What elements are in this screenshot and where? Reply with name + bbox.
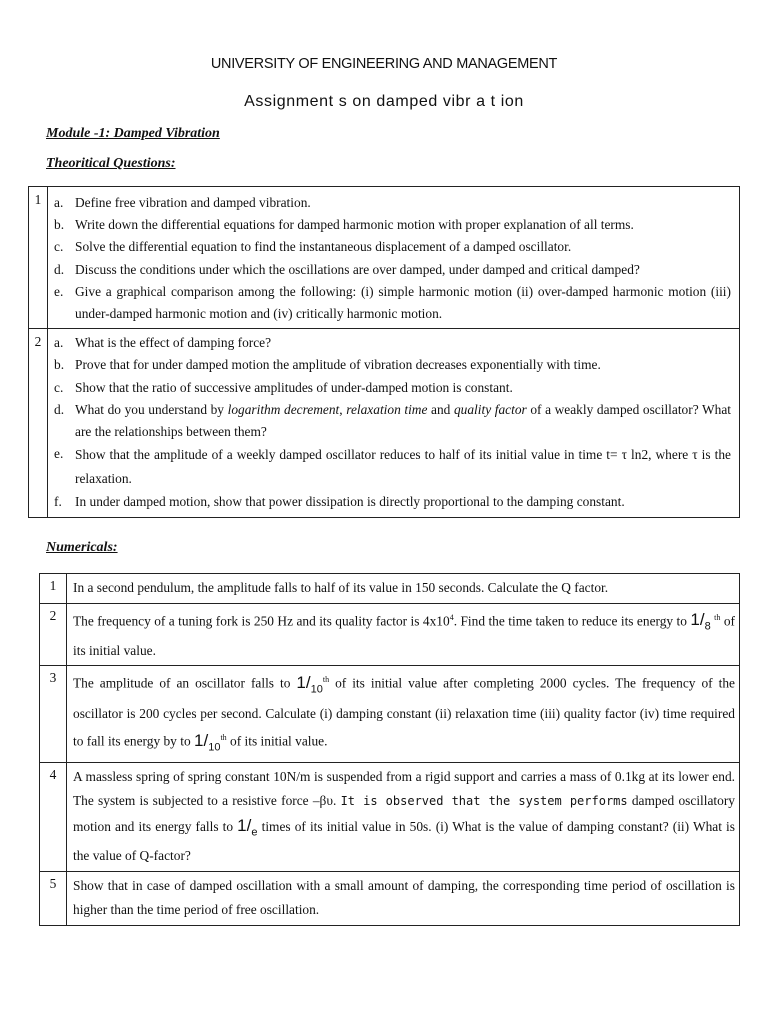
table-row <box>29 187 740 329</box>
numericals-table <box>39 573 740 926</box>
item-text <box>75 399 731 443</box>
table-row <box>40 666 740 762</box>
fraction-numerator: 1 <box>237 815 247 835</box>
assignment-title: Assignment s on damped vibr a t ion <box>244 93 524 110</box>
table-row <box>40 871 740 925</box>
fraction-denominator: 10 <box>208 741 221 754</box>
text-run: . Find the time taken to reduce its energy to <box>453 612 691 628</box>
theory-heading: Theoritical Questions: <box>46 156 176 171</box>
table-row <box>40 603 740 666</box>
problem-text <box>67 666 740 762</box>
list-item <box>52 281 731 325</box>
problem-text <box>67 603 740 666</box>
fraction-numerator: 1 <box>296 672 306 692</box>
text-run: A massless spring of spring constant 10N/m is suspended from a rigid support and carries a mass of 0.1kg at its lower end. The system is subjected to a resistive force –βυ. <box>73 768 735 809</box>
text-run: of its initial value. <box>73 612 735 658</box>
item-label: c. <box>54 239 64 255</box>
item-label: d. <box>54 401 65 417</box>
list-item <box>52 377 731 399</box>
fraction-denominator: 8 <box>704 620 711 633</box>
ordinal-suffix: th <box>714 612 721 622</box>
item-label: c. <box>54 379 64 395</box>
fraction: $1/_8$ <box>690 609 711 633</box>
item-label: b. <box>54 217 65 233</box>
list-item <box>52 491 731 513</box>
item-label: a. <box>54 195 64 210</box>
list-item <box>52 192 731 214</box>
text-run: What do you understand by <box>75 401 228 417</box>
text-run: is the relaxation. <box>75 447 731 487</box>
text-run: of a weakly damped oscillator? What are the relationships between them? <box>75 401 731 440</box>
module-heading: Module -1: Damped Vibration <box>46 126 220 141</box>
tau-symbol: τ <box>621 447 627 463</box>
fraction: $1/_{10}$ <box>296 672 323 696</box>
fraction: $1/_{10}$ <box>194 730 221 754</box>
list-item <box>52 443 731 491</box>
ordinal-suffix: th <box>220 733 227 743</box>
text-run: , <box>339 401 347 417</box>
list-item <box>52 399 731 443</box>
question-body <box>48 329 740 518</box>
tau-symbol: τ <box>692 447 698 463</box>
term-quality-factor: quality factor <box>453 401 527 417</box>
item-text: What is the effect of damping force? <box>75 335 272 351</box>
text-run: Show that the amplitude of a weekly damped oscillator reduces to half of its initial value in time t= <box>75 447 622 463</box>
list-item <box>52 236 731 258</box>
table-row <box>29 329 740 518</box>
text-run: times of its initial value in 50s. (i) What is the value of damping constant? (ii) What is the value of Q-factor? <box>73 818 735 864</box>
problem-text: Show that in case of damped oscillation with a small amount of damping, the corresponding time period of oscillation is higher than the time period of free oscillation. <box>67 871 740 925</box>
item-label: b. <box>54 357 65 373</box>
problem-number: 4 <box>40 762 67 871</box>
text-run: of its initial value. <box>226 733 328 749</box>
item-text: Define free vibration and damped vibration. <box>75 195 311 210</box>
text-run: The frequency of a tuning fork is 250 Hz and its quality factor is 4x10 <box>73 612 450 628</box>
question-number: 2 <box>29 329 48 518</box>
item-text: Discuss the conditions under which the oscillations are over damped, under damped and critical damped? <box>75 261 640 277</box>
text-run-mono: It is observed that the system performs <box>340 794 628 809</box>
text-run: of its initial value after completing 2000 cycles. The frequency of the oscillator is 200 cycles per second. Calculate (i) damping constant (ii) relaxation time (iii) quality factor (iv) time required to fall its energy by to <box>73 675 735 749</box>
table-row <box>40 574 740 604</box>
question-body <box>48 187 740 329</box>
item-text: Show that the ratio of successive amplitudes of under-damped motion is constant. <box>75 379 513 395</box>
list-item <box>52 214 731 236</box>
text-run: damped oscillatory motion and its energy falls to <box>73 793 735 834</box>
ordinal-suffix: th <box>322 675 330 685</box>
item-text: Solve the differential equation to find the instantaneous displacement of a damped oscillator. <box>75 239 572 255</box>
item-label: d. <box>54 261 65 277</box>
numericals-heading: Numericals: <box>46 540 118 555</box>
item-label: a. <box>54 335 64 351</box>
list-item <box>52 259 731 281</box>
item-text: Write down the differential equations for damped harmonic motion with proper explanation of all terms. <box>75 217 634 233</box>
problem-number: 3 <box>40 666 67 762</box>
item-text: Prove that for under damped motion the amplitude of vibration decreases exponentially with time. <box>75 357 601 373</box>
item-text <box>75 443 731 491</box>
problem-number: 2 <box>40 603 67 666</box>
fraction-numerator: 1 <box>690 609 700 629</box>
problem-text <box>67 762 740 871</box>
theory-questions-table <box>28 186 740 518</box>
exponent: 4 <box>449 612 454 622</box>
term-logarithm-decrement: logarithm decrement <box>227 401 340 417</box>
fraction-numerator: 1 <box>194 730 204 750</box>
item-label: f. <box>54 494 62 510</box>
list-item <box>52 354 731 376</box>
item-label: e. <box>54 283 64 299</box>
university-title: UNIVERSITY OF ENGINEERING AND MANAGEMENT <box>210 56 558 72</box>
question-number: 1 <box>29 187 48 329</box>
text-run: ln2, where <box>627 447 693 463</box>
fraction: $1/_e$ <box>237 815 258 838</box>
text-run: and <box>427 401 454 417</box>
item-label: e. <box>54 446 64 462</box>
item-text: In under damped motion, show that power dissipation is directly proportional to the damping constant. <box>75 494 625 510</box>
problem-number: 5 <box>40 871 67 925</box>
text-run: The amplitude of an oscillator falls to <box>73 675 297 691</box>
problem-number: 1 <box>40 574 67 604</box>
item-text: Give a graphical comparison among the following: (i) simple harmonic motion (ii) over-damped harmonic motion (iii) under-damped harmonic motion and (iv) critically harmonic motion. <box>75 283 731 322</box>
fraction-denominator: 10 <box>310 683 323 696</box>
list-item <box>52 332 731 354</box>
problem-text: In a second pendulum, the amplitude falls to half of its value in 150 seconds. Calculate the Q factor. <box>67 574 740 604</box>
fraction-denominator: e <box>251 825 258 838</box>
table-row <box>40 762 740 871</box>
term-relaxation-time: relaxation time <box>346 401 428 417</box>
